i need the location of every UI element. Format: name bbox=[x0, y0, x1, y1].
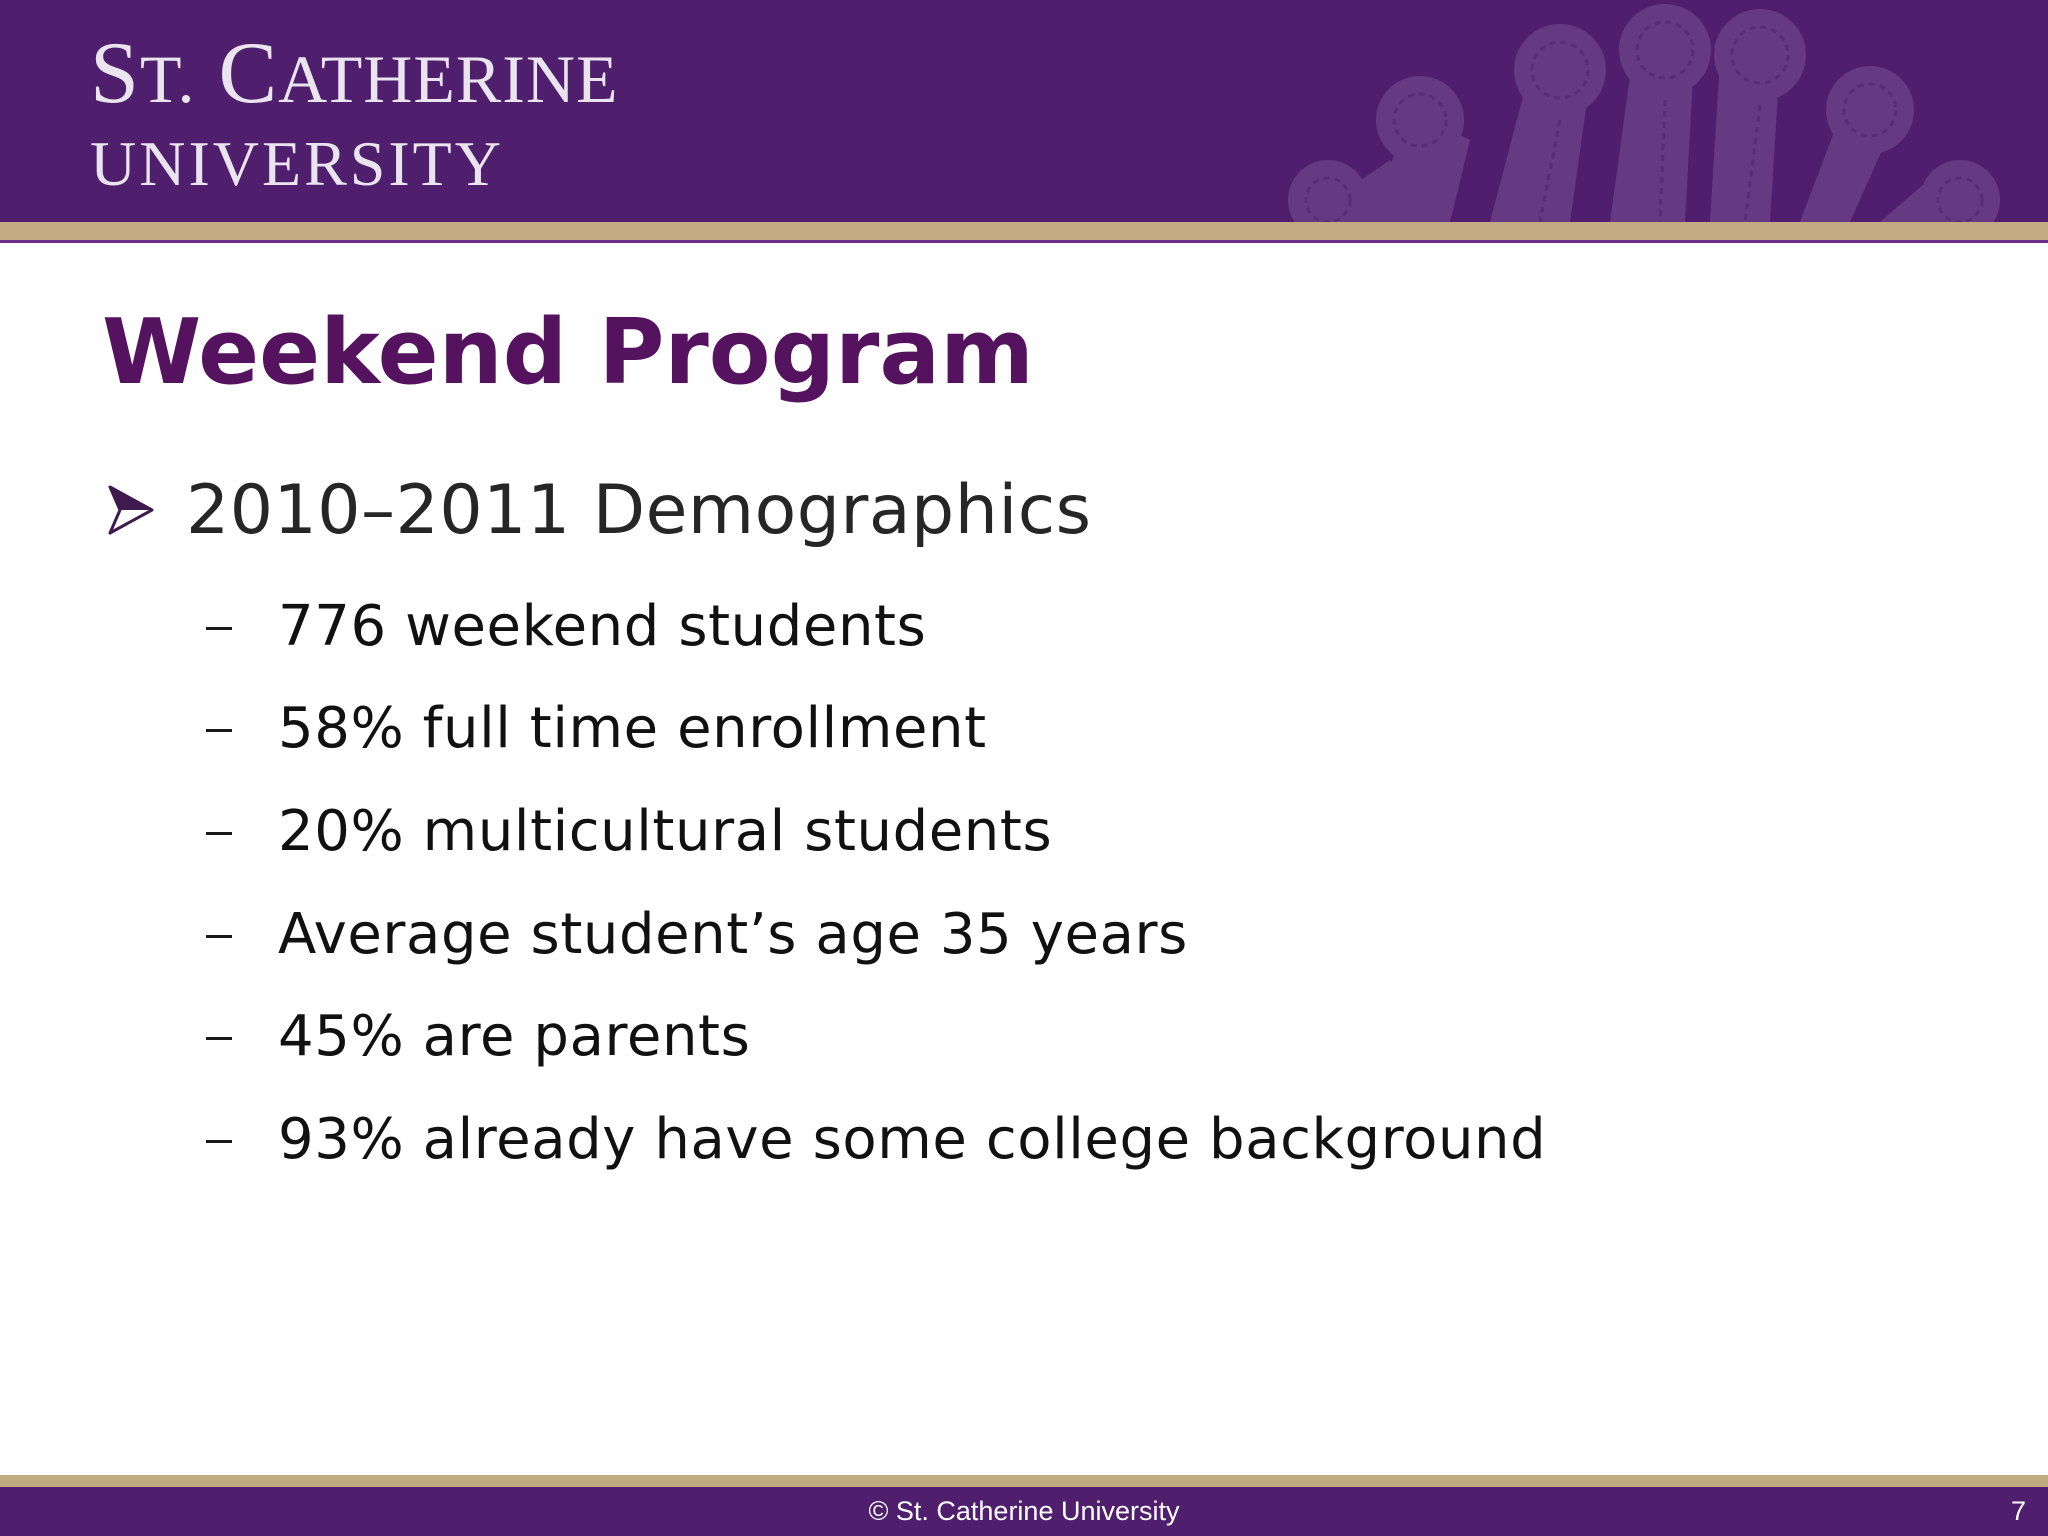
main-bullet-text: 2010–2011 Demographics bbox=[186, 470, 1092, 550]
list-item bbox=[206, 1088, 1546, 1191]
copyright-text: © St. Catherine University bbox=[868, 1496, 1180, 1526]
slide-title: Weekend Program bbox=[102, 300, 1034, 405]
list-item-text: 45% are parents bbox=[278, 1004, 751, 1070]
university-logo bbox=[90, 25, 619, 199]
list-item-text: 20% multicultural students bbox=[278, 798, 1053, 864]
main-bullet bbox=[108, 470, 1092, 550]
dash-bullet bbox=[206, 1037, 232, 1040]
footer-bar bbox=[0, 1487, 2048, 1536]
list-item bbox=[206, 883, 1546, 986]
list-item bbox=[206, 575, 1546, 678]
dash-bullet bbox=[206, 832, 232, 835]
header-gold-rule bbox=[0, 222, 2048, 240]
list-item-text: 58% full time enrollment bbox=[278, 696, 987, 762]
decorative-emblem-icon bbox=[1240, 0, 2048, 222]
logo-line-2: UNIVERSITY bbox=[90, 128, 504, 199]
dash-bullet bbox=[206, 935, 232, 938]
list-item-text: 93% already have some college background bbox=[278, 1106, 1547, 1172]
arrow-bullet-icon bbox=[108, 485, 154, 535]
list-item-text: 776 weekend students bbox=[278, 593, 927, 659]
header-banner bbox=[0, 0, 2048, 222]
list-item-text: Average student’s age 35 years bbox=[278, 901, 1188, 967]
list-item bbox=[206, 678, 1546, 781]
list-item bbox=[206, 780, 1546, 883]
logo-line-1: ST. CATHERINE bbox=[90, 25, 619, 122]
dash-bullet bbox=[206, 627, 232, 630]
page-number: 7 bbox=[2010, 1496, 2026, 1526]
dash-bullet bbox=[206, 729, 232, 732]
list-item bbox=[206, 985, 1546, 1088]
footer-gold-rule bbox=[0, 1475, 2048, 1487]
dash-bullet bbox=[206, 1140, 232, 1143]
demographics-list bbox=[206, 575, 1546, 1191]
header-purple-line bbox=[0, 240, 2048, 243]
